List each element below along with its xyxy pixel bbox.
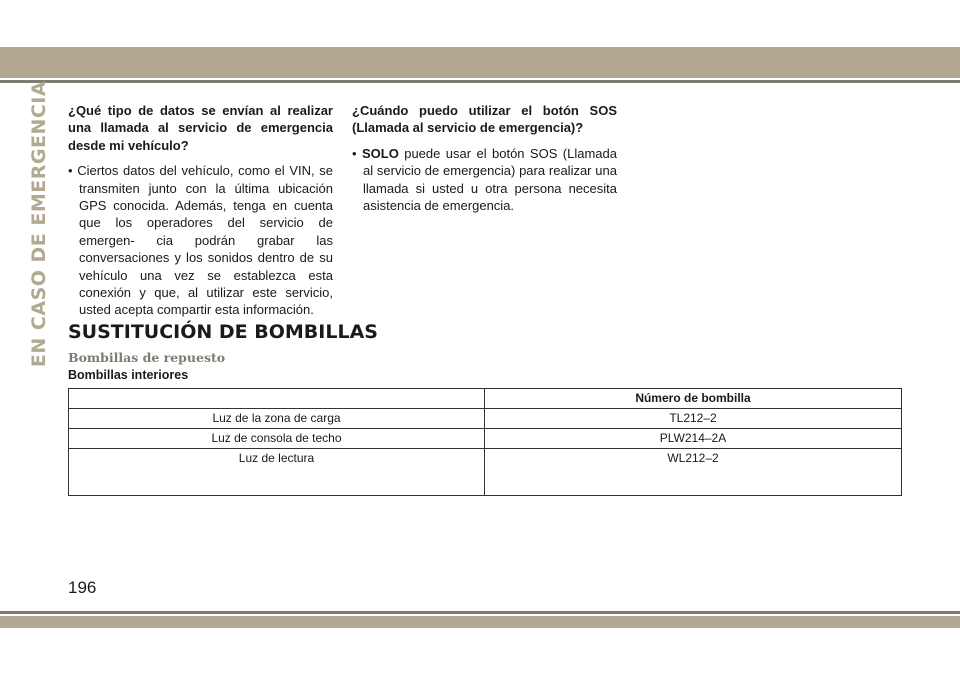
chapter-side-tab	[24, 80, 54, 368]
header-band	[0, 47, 960, 78]
answer-data-sent: • Ciertos datos del vehículo, como el VIN, se transmiten junto con la última ubicación GPS conocida. Además, tenga en cuenta que los operadores del servicio de emergen- cia podrán grabar las conversaciones y los sonidos dentro de su vehículo una vez se establezca esta conexión y que, al utilizar este servicio, usted acepta compartir esta información.	[68, 163, 333, 318]
subsubsection-title: Bombillas interiores	[68, 368, 189, 382]
answer-when-sos-lead: SOLO	[361, 145, 399, 161]
interior-bulbs-table	[68, 388, 902, 496]
page-number: 196	[68, 578, 97, 597]
table-cell: PLW214–2A	[485, 429, 902, 449]
footer-rule	[0, 611, 960, 614]
question-when-sos: ¿Cuándo puedo utilizar el botón SOS (Llamada al servicio de emergencia)?	[352, 103, 617, 136]
table-header-cell: Número de bombilla	[485, 389, 902, 409]
header-rule	[0, 80, 960, 83]
table-header-row	[69, 389, 902, 409]
table-cell: Luz de la zona de carga	[69, 409, 485, 429]
table-row	[69, 449, 902, 496]
answer-data-sent-text: Ciertos datos del vehículo, como el VIN, se transmiten junto con la última ubicación GPS conocida. Además, tenga en cuenta que los operadores del servicio de emergen- cia podrán grabar las conversaciones y los sonidos dentro de su vehículo una vez se establezca esta conexión y que, al utilizar este servicio, usted acepta compartir esta información.	[77, 163, 333, 318]
right-column	[352, 102, 617, 214]
table-header-cell	[69, 389, 485, 409]
table-row	[69, 409, 902, 429]
table-row	[69, 429, 902, 449]
table-cell: TL212–2	[485, 409, 902, 429]
section-title: SUSTITUCIÓN DE BOMBILLAS	[68, 321, 378, 343]
table-cell: Luz de lectura	[69, 449, 485, 496]
table-cell: WL212–2	[485, 449, 902, 496]
question-data-sent: ¿Qué tipo de datos se envían al realizar una llamada al servicio de emergencia desde mi vehículo?	[68, 103, 333, 153]
chapter-side-tab-label: EN CASO DE EMERGENCIA	[28, 80, 50, 368]
left-column	[68, 102, 333, 319]
subsection-title: Bombillas de repuesto	[68, 350, 226, 365]
footer-band	[0, 616, 960, 628]
table-cell: Luz de consola de techo	[69, 429, 485, 449]
answer-when-sos-text: puede usar el botón SOS (Llamada al servicio de emergencia) para realizar una llamada si usted u otra persona necesita asistencia de emergencia.	[363, 145, 617, 214]
answer-when-sos: • SOLO puede usar el botón SOS (Llamada al servicio de emergencia) para realizar una llamada si usted u otra persona necesita asistencia de emergencia.	[352, 145, 617, 214]
